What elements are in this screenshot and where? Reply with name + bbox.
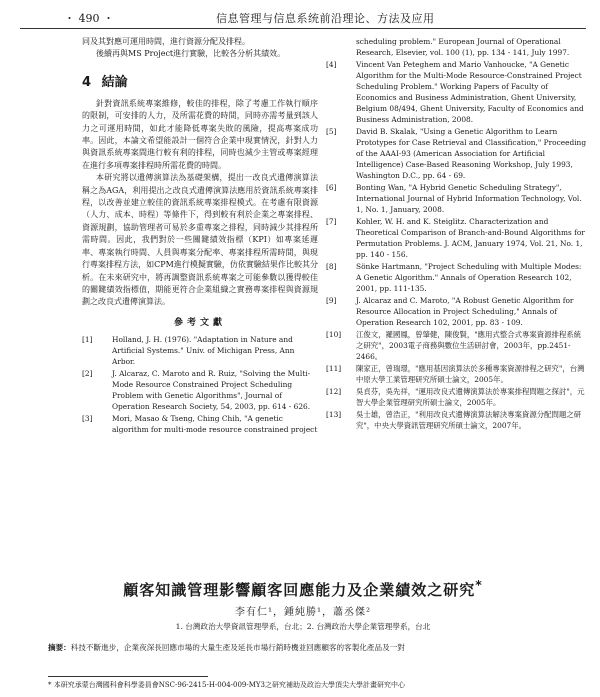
reference-text: 吳貞芬，吳先祥，"運用改良式遺傳演算法於專案排程問題之探討"，元智大學企業管理研究所碩士論文，2005年。 xyxy=(356,387,585,407)
reference-number: [4] xyxy=(326,60,337,69)
reference-item xyxy=(326,363,588,385)
title-footnote-mark: * xyxy=(475,577,483,592)
reference-text: Mori, Masao & Tseng, Ching Chih, "A genetic algorithm for multi-mode resource constrained project xyxy=(112,413,318,434)
reference-item xyxy=(82,334,318,367)
abstract xyxy=(48,642,582,653)
paper-title-text: 顧客知識管理影響顧客回應能力及企業績效之研究 xyxy=(123,581,476,599)
conclusion-paragraph: 針對資訊系統專案維修，較佳的排程，除了考慮工作執行順序的限制，可安排的人力，及所需花費的時間，同時亦需考量到該人力之可運用時間，如此才能降低專案失敗的風險，提高專案成功率。因此，本論文希望能設計一個符合企業中現實情況，針對人力與資訊系統專案間進行較有利的排程，同時也減少主管或專案經理在進行多項專案排程時所需花費的時間。 xyxy=(82,98,318,170)
reference-text: J. Alcaraz, C. Maroto and R. Ruiz, "Solving the Multi-Mode Resource Constrained Project Scheduling Problem with Genetic Algorithms", Journal of Operation Research Society, 54, 2003, pp. 614 - 626. xyxy=(112,368,311,411)
reference-text: Holland, J. H. (1976). "Adaptation in Nature and Artificial Systems." Univ. of Michigan Press, Ann Arbor. xyxy=(112,334,295,366)
reference-text: J. Alcaraz and C. Maroto, "A Robust Genetic Algorithm for Resource Allocation in Project Scheduling," Annals of Operation Research 102, 2001, pp. 83 - 109. xyxy=(356,296,574,327)
reference-item xyxy=(326,59,588,125)
intro-line: 後續再與MS Project進行實驗，比較各分析其績效。 xyxy=(96,49,286,59)
right-column xyxy=(326,36,588,432)
intro-line: 同及其對應可運用時間，進行資源分配及排程。 xyxy=(82,37,250,46)
footnote: * 本研究承蒙台灣國科會科學委員會NSC-96-2415-H-004-009-MY3之研究補助及政治大學頂尖大學計畫研究中心 xyxy=(48,681,405,689)
reference-number: [11] xyxy=(326,364,342,373)
reference-number: [10] xyxy=(326,330,342,339)
page-number: ・ 490 ・ xyxy=(64,12,114,25)
reference-text: Bonting Wan, "A Hybrid Genetic Scheduling Strategy", International Journal of Hybrid Information Technology, Vol. 1, No. 1, January, 2008. xyxy=(356,183,582,214)
reference-number: [3] xyxy=(82,413,93,423)
conclusion-paragraph: 本研究將以遺傳演算法為基礎架構，提出一改良式遺傳演算法稱之為AGA，利用提出之改良式遺傳演算法應用於資訊系統專案排程，以改善並建立較佳的資訊系統專案排程模式。在考慮有限資源（人力、成本、時程）等條件下，得到較有利於企業之專案排程、資源規劃，協助管理者可易於多重專案之排程，同時減少其排程所需時間。因此，我們對於一些關鍵績效指標（KPI）如專案延遲率、專案執行時間、人員與專案分配率、專案排程所需時間，與現行專案排程方法，如CPM進行模擬實驗，仿依實驗結果作比較其分析。在未來研究中，將再調整資訊系統專案之可能參數以獲得較佳的關鍵績效指標值，期能更符合企業組織之實務專案排程與資源規劃之改良式遺傳演算法。 xyxy=(82,173,318,307)
reference-text: Sönke Hartmann, "Project Scheduling with Multiple Modes: A Genetic Algorithm." Annals of Operation Research 102, 2001, pp. 111-135. xyxy=(356,262,582,293)
reference-item xyxy=(326,295,588,328)
reference-item xyxy=(326,36,588,58)
section-title: 結論 xyxy=(101,74,128,90)
paper-affiliations: 1. 台灣政治大學資訊管理學系，台北；2. 台灣政治大學企業管理學系，台北 xyxy=(175,622,431,631)
reference-item xyxy=(82,413,318,435)
paper-authors: 李有仁¹，鍾純勝¹，蕭丞傑² xyxy=(234,607,372,618)
reference-number: [8] xyxy=(326,262,337,271)
reference-number: [7] xyxy=(326,217,337,226)
reference-text: Vincent Van Peteghem and Mario Vanhoucke, "A Genetic Algorithm for the Multi-Mode Resource-Constrained Project Scheduling Problem." Working Papers of Faculty of Economics and Business Administration, Ghent University, Belgium 08/494, Ghent University, Faculty of Economics and Business Administration, 2008. xyxy=(356,60,584,124)
reference-item xyxy=(326,182,588,215)
journal-title: 信息管理与信息系统前沿理论、方法及应用 xyxy=(216,12,435,25)
references-heading: 參考文獻 xyxy=(173,317,226,328)
reference-number: [9] xyxy=(326,296,337,305)
reference-item xyxy=(326,216,588,260)
reference-number: [5] xyxy=(326,127,337,136)
reference-text: scheduling problem." European Journal of Operational Research, Elsevier, vol. 100 (1), pp. 134 - 141, July 1997. xyxy=(356,37,570,57)
reference-number: [2] xyxy=(82,368,93,378)
reference-item xyxy=(82,368,318,412)
reference-number: [13] xyxy=(326,410,342,419)
reference-item xyxy=(326,329,588,362)
abstract-text: 科技不斷進步，企業夜深長回應市場的大量生產及延長市場行銷時機並回應顧客的客製化產品及一對 xyxy=(70,643,405,652)
reference-item xyxy=(326,409,588,431)
reference-text: Kohler, W. H. and K. Steiglitz. Characterization and Theoretical Comparison of Branch-and-Bound Algorithms for Permutation Problems. J. ACM, January 1974, Vol. 21, No. 1, pp. 140 - 156. xyxy=(356,217,585,259)
paper-title xyxy=(20,577,586,600)
running-header xyxy=(20,8,586,29)
reference-text: 江俊文，羅國鳳，曾肇健，陳俊賢，"應用式整合式專案資源排程系統之研究"，2003電子商務與數位生活研討會，2003年，pp.2451-2466。 xyxy=(356,330,582,361)
reference-number: [6] xyxy=(326,183,337,192)
reference-item xyxy=(326,126,588,181)
reference-text: 陳家正，曾瑞璟，"應用基因演算法於多種專案資源排程之研究"，台灣中原大學工業管理研究所碩士論文，2005年。 xyxy=(356,364,585,384)
section-heading xyxy=(82,71,318,90)
reference-text: 吳士雄，曾浩正，"利用改良式遺傳演算法解決專案資源分配問題之研究"，中央大學資訊管理研究所碩士論文，2007年。 xyxy=(356,410,582,430)
left-column xyxy=(82,36,318,436)
reference-item xyxy=(326,386,588,408)
section-number: 4 xyxy=(82,74,92,90)
footnote-divider xyxy=(48,676,208,677)
abstract-label: 摘要： xyxy=(48,643,71,652)
reference-item xyxy=(326,261,588,294)
reference-number: [1] xyxy=(82,334,93,344)
reference-number: [12] xyxy=(326,387,342,396)
reference-text: David B. Skalak, "Using a Genetic Algorithm to Learn Prototypes for Case Retrieval and Classification," Proceeding of the AAAI-93 (American Association for Artificial Intelligence) Case-Based Reasoning Workshop, July 1993, Washington D.C., pp. 64 - 69. xyxy=(356,127,587,180)
